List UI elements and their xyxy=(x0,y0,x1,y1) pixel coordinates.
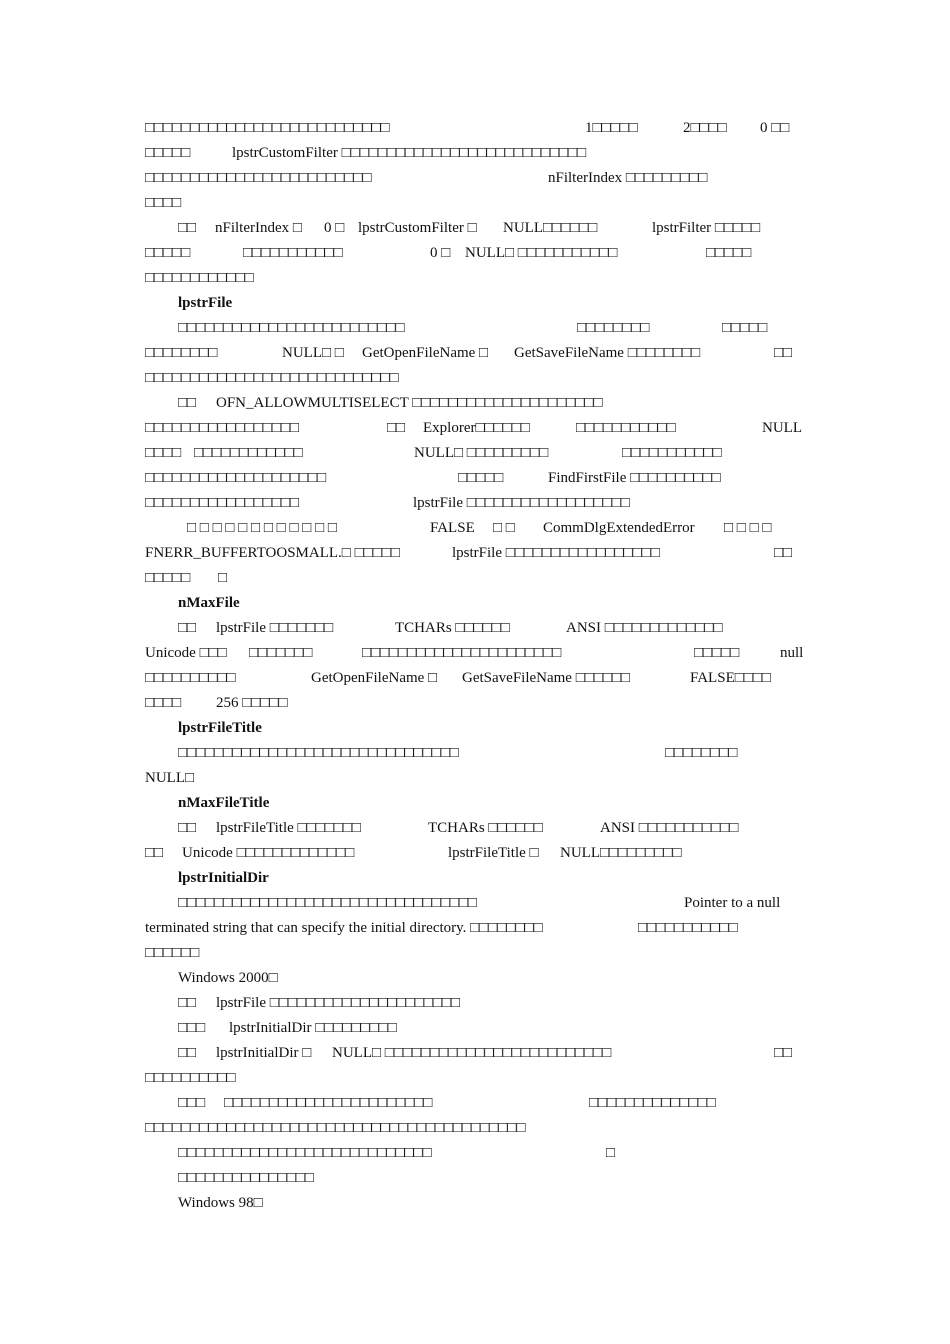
text-line xyxy=(0,1118,950,1138)
text-segment: GetSaveFileName □□□□□□ xyxy=(462,670,631,686)
text-segment: □□□□□ xyxy=(706,245,752,261)
text-segment: □□ xyxy=(178,220,197,236)
text-line xyxy=(0,493,950,513)
text-segment: CommDlgExtendedError xyxy=(543,520,695,536)
text-segment: GetSaveFileName □□□□□□□□ xyxy=(514,345,701,361)
text-segment: □□ xyxy=(178,995,197,1011)
text-line xyxy=(0,968,950,988)
text-segment: 0 □ xyxy=(324,220,345,236)
text-segment: FALSE xyxy=(430,520,475,536)
text-segment: null xyxy=(780,645,804,661)
text-segment: 0 □□ xyxy=(760,120,790,136)
section-heading: lpstrFile xyxy=(178,295,233,311)
text-segment: OFN_ALLOWMULTISELECT □□□□□□□□□□□□□□□□□□□□□ xyxy=(216,395,603,411)
text-segment: nFilterIndex □□□□□□□□□ xyxy=(548,170,708,186)
text-line xyxy=(0,1043,950,1063)
section-heading: nMaxFile xyxy=(178,595,240,611)
text-segment: □□□□□ xyxy=(694,645,740,661)
text-segment: □□□ xyxy=(178,1095,206,1111)
text-line xyxy=(0,668,950,688)
section-heading: lpstrFileTitle xyxy=(178,720,262,736)
text-segment: □□□□□□□□ xyxy=(665,745,738,761)
text-segment: GetOpenFileName □ xyxy=(362,345,489,361)
text-segment: □□□□ xyxy=(145,195,182,211)
text-segment: □□□□□□□□□□□□□□□□□□□□□□□ xyxy=(224,1095,433,1111)
text-segment: □□□□□□□□ xyxy=(145,345,218,361)
text-segment: □□□□□□□□□□□□ xyxy=(145,270,254,286)
text-segment: lpstrFile □□□□□□□□□□□□□□□□□ xyxy=(452,545,660,561)
text-segment: □□□□□□□□□□□ xyxy=(638,920,738,936)
text-line xyxy=(0,793,950,813)
text-line xyxy=(0,868,950,888)
text-segment: lpstrInitialDir □ xyxy=(216,1045,312,1061)
text-segment: Pointer to a null xyxy=(684,895,781,911)
text-segment: □ xyxy=(606,1145,616,1161)
text-line xyxy=(0,418,950,438)
text-segment: □□□□□□□□□□□□□□□□□□□□ xyxy=(145,470,327,486)
text-segment: □□□□□□□□□□□□ xyxy=(194,445,303,461)
text-line xyxy=(0,893,950,913)
text-segment: □□□□□□□□□□□ xyxy=(243,245,343,261)
text-segment: □□□□□□ xyxy=(145,945,200,961)
text-segment: □□□□ xyxy=(145,445,182,461)
text-segment: □□□□□□□□ xyxy=(577,320,650,336)
text-segment: □ □ xyxy=(493,520,515,536)
text-segment: □□□□□□□□□□ xyxy=(145,1070,236,1086)
text-line xyxy=(0,918,950,938)
text-segment: □□□□□□□□□□□□□□□ xyxy=(178,1170,314,1186)
text-line xyxy=(0,768,950,788)
text-line xyxy=(0,993,950,1013)
text-line xyxy=(0,393,950,413)
text-line xyxy=(0,1193,950,1213)
text-segment: lpstrFileTitle □□□□□□□ xyxy=(216,820,361,836)
text-segment: Windows 2000□ xyxy=(178,970,278,986)
text-line xyxy=(0,593,950,613)
text-line xyxy=(0,568,950,588)
text-segment: □□ xyxy=(178,395,197,411)
text-segment: □□ xyxy=(178,620,197,636)
text-line xyxy=(0,1018,950,1038)
text-segment: ANSI □□□□□□□□□□□ xyxy=(600,820,739,836)
text-segment: □□ xyxy=(774,545,793,561)
section-heading: nMaxFileTitle xyxy=(178,795,270,811)
text-segment: Windows 98□ xyxy=(178,1195,263,1211)
text-line xyxy=(0,1168,950,1188)
text-segment: □□□□□□□□□□□ xyxy=(576,420,676,436)
text-line xyxy=(0,218,950,238)
text-segment: Explorer□□□□□□ xyxy=(423,420,530,436)
text-segment: □□□□ xyxy=(145,695,182,711)
text-line xyxy=(0,293,950,313)
text-line xyxy=(0,368,950,388)
text-segment: □□ xyxy=(387,420,406,436)
text-line xyxy=(0,643,950,663)
text-segment: □□□□□□□□□□□□□□□□□ xyxy=(145,495,300,511)
text-segment: TCHARs □□□□□□ xyxy=(395,620,510,636)
text-segment: lpstrCustomFilter □□□□□□□□□□□□□□□□□□□□□□□□□□□ xyxy=(232,145,587,161)
text-segment: lpstrFile □□□□□□□ xyxy=(216,620,334,636)
text-segment: NULL□ xyxy=(145,770,195,786)
text-line xyxy=(0,1143,950,1163)
text-line xyxy=(0,118,950,138)
text-segment: □□□□□□□ xyxy=(249,645,313,661)
text-segment: lpstrCustomFilter □ xyxy=(358,220,477,236)
text-segment: □□□□□□□□□□□□□□□□□□□□□□□□□□□□□□□ xyxy=(178,745,459,761)
text-line xyxy=(0,168,950,188)
text-segment: TCHARs □□□□□□ xyxy=(428,820,543,836)
text-segment: □□□□□□□□□□□□□□□□□□□□□□□□□□□ xyxy=(145,120,390,136)
text-segment: nFilterIndex □ xyxy=(215,220,302,236)
text-segment: NULL□□□□□□ xyxy=(503,220,598,236)
text-segment: Unicode □□□□□□□□□□□□□ xyxy=(182,845,355,861)
text-segment: □□□□□ xyxy=(722,320,768,336)
text-segment: □□□□□□□□□□□□□□□□□ xyxy=(145,420,300,436)
text-segment: NULL□ □□□□□□□□□□□□□□□□□□□□□□□□□ xyxy=(332,1045,612,1061)
text-line xyxy=(0,818,950,838)
text-segment: lpstrFileTitle □ xyxy=(448,845,539,861)
text-line xyxy=(0,718,950,738)
text-segment: □□□□□□□□□□□□□□□□□□□□□□□□□ xyxy=(145,170,372,186)
text-segment: GetOpenFileName □ xyxy=(311,670,438,686)
text-line xyxy=(0,618,950,638)
text-segment: □□□□□□□□□□□□□□□□□□□□□□□□□ xyxy=(178,320,405,336)
text-line xyxy=(0,943,950,963)
text-segment: NULL□□□□□□□□□ xyxy=(560,845,682,861)
text-segment: □□□□□ xyxy=(458,470,504,486)
text-line xyxy=(0,193,950,213)
text-segment: FALSE□□□□ xyxy=(690,670,771,686)
text-line xyxy=(0,843,950,863)
text-segment: lpstrFile □□□□□□□□□□□□□□□□□□ xyxy=(413,495,630,511)
text-segment: □□□□□□□□□□□□□□□□□□□□□□□□□□□□ xyxy=(145,370,399,386)
text-line xyxy=(0,243,950,263)
text-segment: □□□□□□□□□□□□□□□□□□□□□□□□□□□□□□□□□ xyxy=(178,895,477,911)
text-segment: □□ xyxy=(178,820,197,836)
text-segment: FNERR_BUFFERTOOSMALL.□ □□□□□ xyxy=(145,545,400,561)
text-segment: □ xyxy=(218,570,228,586)
text-line xyxy=(0,318,950,338)
text-segment: □ □ □ □ □ □ □ □ □ □ □ □ xyxy=(187,520,337,536)
text-line xyxy=(0,1093,950,1113)
text-segment: NULL□ □□□□□□□□□ xyxy=(414,445,549,461)
text-segment: 256 □□□□□ xyxy=(216,695,288,711)
text-line xyxy=(0,693,950,713)
text-segment: terminated string that can specify the initial directory. □□□□□□□□ xyxy=(145,920,543,936)
text-segment: □□ xyxy=(774,1045,793,1061)
text-segment: □□□□□□□□□□□ xyxy=(622,445,722,461)
text-segment: □□□□□ xyxy=(145,570,191,586)
text-segment: □□□□□□□□□□□□□□□□□□□□□□□□□□□□ xyxy=(178,1145,432,1161)
text-segment: 0 □ xyxy=(430,245,451,261)
text-line xyxy=(0,743,950,763)
text-segment: □□□□□□□□□□ xyxy=(145,670,236,686)
text-segment: □ □ □ □ xyxy=(724,520,772,536)
text-line xyxy=(0,443,950,463)
text-line xyxy=(0,518,950,538)
text-segment: 2□□□□ xyxy=(683,120,727,136)
text-segment: □□□□□ xyxy=(145,245,191,261)
text-segment: □□ xyxy=(178,1045,197,1061)
text-line xyxy=(0,143,950,163)
text-line xyxy=(0,1068,950,1088)
text-segment: lpstrFilter □□□□□ xyxy=(652,220,761,236)
text-line xyxy=(0,343,950,363)
text-segment: □□□□□□□□□□□□□□□□□□□□□□□□□□□□□□□□□□□□□□□□□□ xyxy=(145,1120,526,1136)
text-segment: □□□□□□□□□□□□□□□□□□□□□□ xyxy=(362,645,562,661)
text-segment: □□□ xyxy=(178,1020,206,1036)
text-segment: ANSI □□□□□□□□□□□□□ xyxy=(566,620,723,636)
text-segment: Unicode □□□ xyxy=(145,645,227,661)
text-segment: □□ xyxy=(774,345,793,361)
text-segment: NULL□ □ xyxy=(282,345,344,361)
text-segment: □□□□□□□□□□□□□□ xyxy=(589,1095,716,1111)
text-line xyxy=(0,468,950,488)
text-segment: □□ xyxy=(145,845,164,861)
text-segment: NULL□ □□□□□□□□□□□ xyxy=(465,245,618,261)
text-segment: lpstrFile □□□□□□□□□□□□□□□□□□□□□ xyxy=(216,995,461,1011)
text-line xyxy=(0,268,950,288)
section-heading: lpstrInitialDir xyxy=(178,870,269,886)
text-segment: 1□□□□□ xyxy=(585,120,638,136)
text-segment: lpstrInitialDir □□□□□□□□□ xyxy=(229,1020,397,1036)
text-line xyxy=(0,543,950,563)
text-segment: NULL xyxy=(762,420,802,436)
text-segment: □□□□□ xyxy=(145,145,191,161)
text-segment: FindFirstFile □□□□□□□□□□ xyxy=(548,470,721,486)
